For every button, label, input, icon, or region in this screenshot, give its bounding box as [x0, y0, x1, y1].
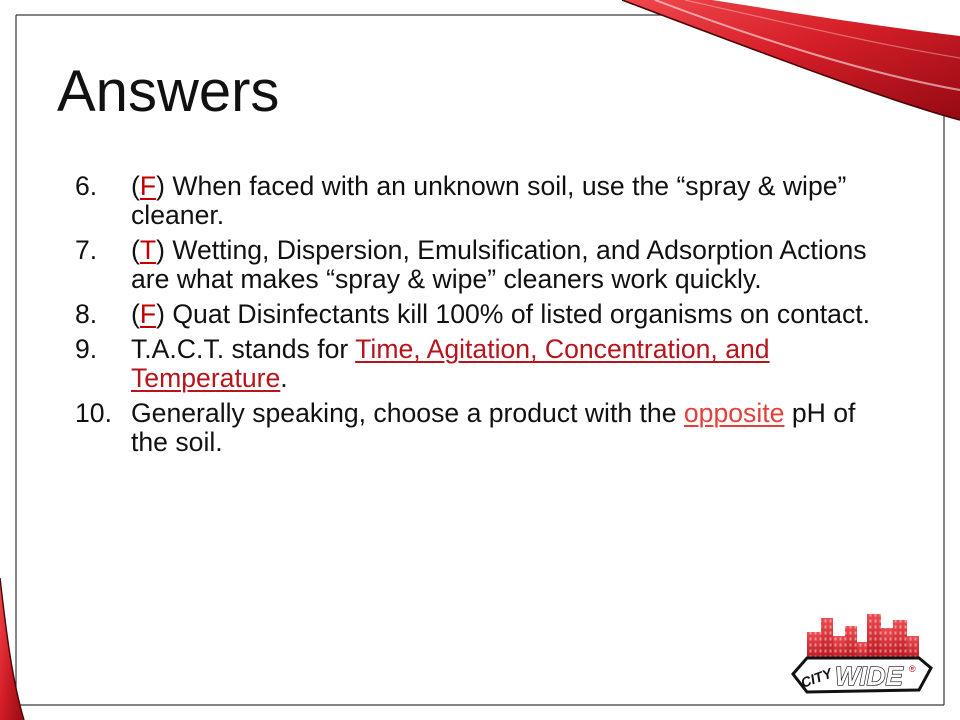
item-number: 6.: [75, 171, 98, 201]
top-right-ribbon: [622, 0, 960, 120]
list-item: [75, 335, 886, 393]
item-number: 8.: [75, 299, 98, 329]
item-text: [131, 172, 886, 230]
logo-word-city: CITY: [798, 664, 834, 691]
item-text-segment: ) When faced with an unknown soil, use the “spray & wipe” cleaner.: [131, 171, 847, 230]
item-text-segment: (: [131, 235, 140, 265]
answer-text: Time, Agitation, Concentration, and Temperature: [131, 334, 770, 393]
item-text-segment: .: [280, 363, 288, 393]
item-text-segment: ) Quat Disinfectants kill 100% of listed organisms on contact.: [156, 299, 871, 329]
item-text: [131, 335, 886, 393]
item-number: 7.: [75, 235, 98, 265]
registered-mark: ®: [909, 664, 916, 674]
item-text-segment: Generally speaking, choose a product with the: [131, 398, 684, 428]
item-text-segment: (: [131, 299, 140, 329]
item-text-segment: T.A.C.T. stands for: [131, 334, 356, 364]
citywide-logo: [793, 614, 931, 692]
answer-text: T: [139, 235, 157, 265]
list-item: [75, 300, 886, 329]
item-text: [131, 300, 886, 329]
answer-text: F: [139, 299, 157, 329]
answer-text: opposite: [683, 398, 785, 428]
item-text: [131, 399, 886, 457]
item-text-segment: (: [131, 171, 140, 201]
list-item: [75, 399, 886, 457]
list-item: [75, 172, 886, 230]
answers-list: [75, 172, 886, 463]
bottom-left-ribbon: [0, 578, 24, 720]
item-text-segment: pH of the soil.: [131, 398, 856, 457]
slide-title: Answers: [57, 59, 280, 124]
logo-word-wide: WIDE: [835, 661, 903, 691]
item-text: [131, 236, 886, 294]
item-number: 9.: [75, 334, 98, 364]
list-item: [75, 236, 886, 294]
item-text-segment: ) Wetting, Dispersion, Emulsification, and Adsorption Actions are what makes “spray & wipe” cleaners work quickly.: [131, 235, 867, 294]
item-number: 10.: [75, 398, 112, 428]
answer-text: F: [139, 171, 157, 201]
